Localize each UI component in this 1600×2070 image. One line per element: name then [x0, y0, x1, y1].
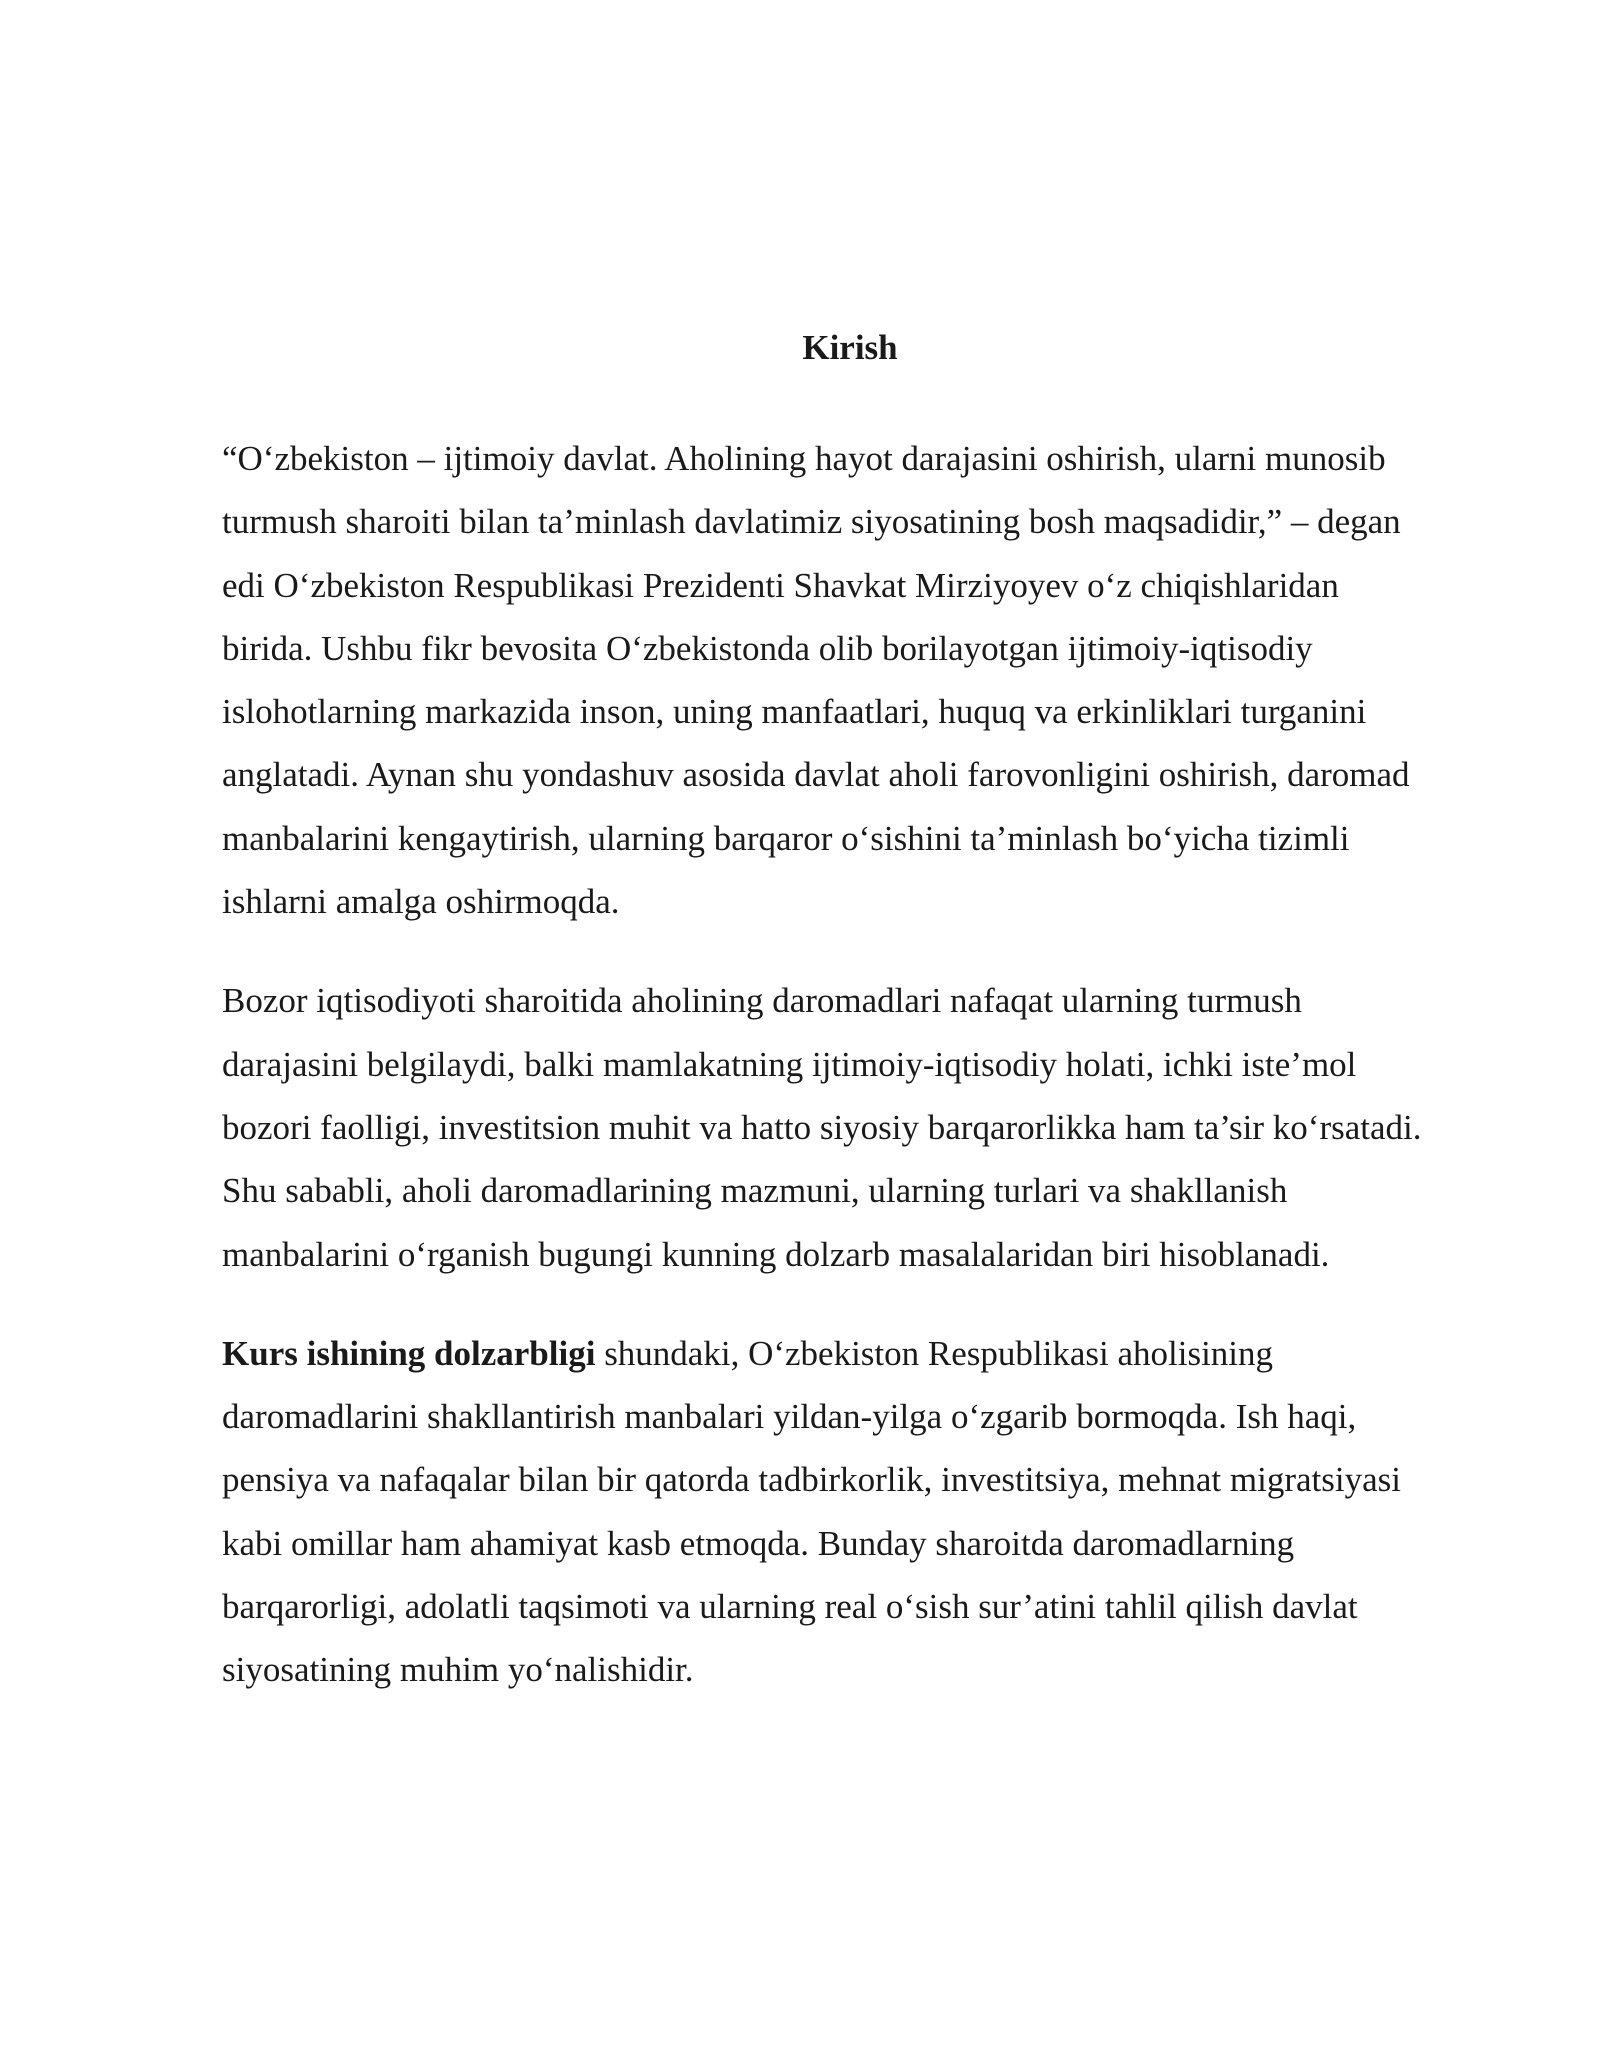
text-line: daromadlarini shakllantirish manbalari yildan-yilga oʻzgarib bormoqda. Ish haqi,	[222, 1397, 1357, 1437]
bold-term: Kurs ishining dolzarbligi	[222, 1333, 596, 1373]
text-line: manbalarini kengaytirish, ularning barqaror oʻsishini ta’minlash boʻyicha tizimli	[222, 818, 1350, 858]
text-line: darajasini belgilaydi, balki mamlakatning ijtimoiy-iqtisodiy holati, ichki iste’mol	[222, 1044, 1357, 1084]
text-line: turmush sharoiti bilan ta’minlash davlatimiz siyosatining bosh maqsadidir,” – degan	[222, 502, 1401, 542]
paragraph-market-economy	[222, 969, 1482, 1285]
text-line: islohotlarning markazida inson, uning manfaatlari, huquq va erkinliklari turganini	[222, 692, 1367, 732]
text-line: anglatadi. Aynan shu yondashuv asosida davlat aholi farovonligini oshirish, daromad	[222, 755, 1410, 795]
text-run: shundaki, Oʻzbekiston Respublikasi aholisining	[595, 1333, 1274, 1373]
paragraph-relevance	[222, 1322, 1482, 1702]
text-line: edi Oʻzbekiston Respublikasi Prezidenti Shavkat Mirziyoyev oʻz chiqishlaridan	[222, 565, 1339, 605]
text-line: Shu sababli, aholi daromadlarining mazmuni, ularning turlari va shakllanish	[222, 1171, 1288, 1211]
text-line	[222, 1322, 1482, 1385]
text-line: siyosatining muhim yoʻnalishidir.	[222, 1650, 694, 1690]
text-line: ishlarni amalga oshirmoqda.	[222, 882, 620, 922]
text-line: barqarorligi, adolatli taqsimoti va ularning real oʻsish sur’atini tahlil qilish davlat	[222, 1587, 1358, 1627]
text-line: manbalarini oʻrganish bugungi kunning dolzarb masalalaridan biri hisoblanadi.	[222, 1234, 1330, 1274]
text-line: pensiya va nafaqalar bilan bir qatorda tadbirkorlik, investitsiya, mehnat migratsiyasi	[222, 1460, 1401, 1500]
section-heading: Kirish	[802, 328, 898, 367]
text-line: birida. Ushbu fikr bevosita Oʻzbekistonda olib borilayotgan ijtimoiy-iqtisodiy	[222, 628, 1313, 668]
text-line: kabi omillar ham ahamiyat kasb etmoqda. Bunday sharoitda daromadlarning	[222, 1523, 1295, 1563]
text-line: bozori faolligi, investitsion muhit va hatto siyosiy barqarorlikka ham ta’sir koʻrsatadi.	[222, 1107, 1422, 1147]
text-line: Bozor iqtisodiyoti sharoitida aholining daromadlari nafaqat ularning turmush	[222, 981, 1302, 1021]
text-line: “Oʻzbekiston – ijtimoiy davlat. Aholining hayot darajasini oshirish, ularni munosib	[222, 439, 1386, 478]
paragraph-intro-quote	[222, 427, 1482, 933]
document-body	[222, 427, 1482, 1738]
